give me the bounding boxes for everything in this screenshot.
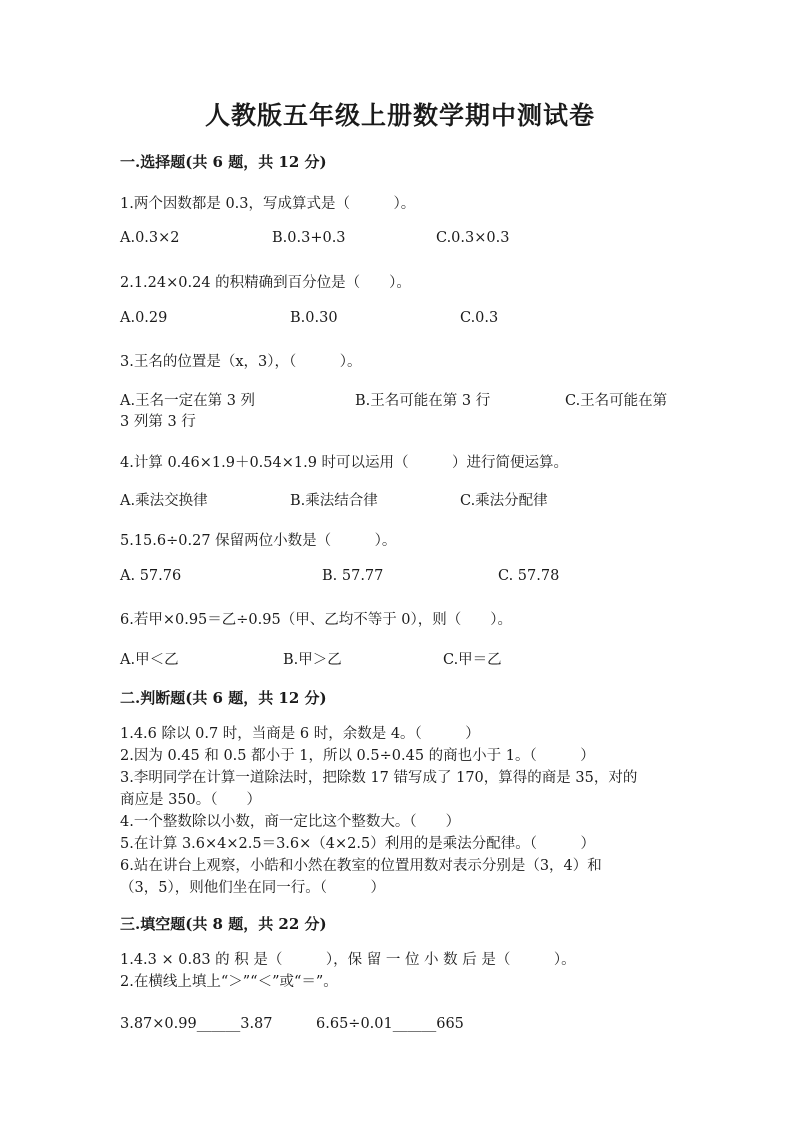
judge-item: 2.因为 0.45 和 0.5 都小于 1，所以 0.5÷0.45 的商也小于 1。（ ） [120, 748, 595, 764]
page-title: 人教版五年级上册数学期中测试卷 [204, 101, 595, 130]
fill-item: 1.4.3 × 0.83 的 积 是（ ），保 留 一 位 小 数 后 是（ ）。 [120, 952, 576, 968]
question-text: 5.15.6÷0.27 保留两位小数是（ ）。 [120, 533, 397, 549]
judge-item-continued: 商应是 350。（ ） [120, 792, 262, 808]
option-c: C. 57.78 [498, 568, 560, 584]
question-text: 4.计算 0.46×1.9＋0.54×1.9 时可以运用（ ）进行简便运算。 [120, 455, 569, 471]
judge-item: 3.李明同学在计算一道除法时，把除数 17 错写成了 170，算得的商是 35，对的 [120, 770, 638, 786]
option-b: B.0.3+0.3 [272, 230, 346, 246]
fill-comparison-row: 3.87×0.99______3.87 6.65÷0.01______665 [120, 1016, 464, 1032]
question-text: 2.1.24×0.24 的积精确到百分位是（ ）。 [120, 275, 411, 291]
option-c: C.甲＝乙 [443, 652, 502, 668]
option-a: A. 57.76 [120, 568, 182, 584]
judge-item-continued: （3，5），则他们坐在同一行。（ ） [120, 880, 385, 896]
option-b: B.乘法结合律 [290, 493, 378, 509]
option-b: B. 57.77 [322, 568, 384, 584]
option-c: C.王名可能在第 [565, 393, 668, 409]
section-heading-choice: 一.选择题(共 6 题，共 12 分) [120, 153, 327, 171]
option-a: A.0.29 [120, 310, 168, 326]
option-a: A.乘法交换律 [120, 493, 208, 509]
judge-item: 6.站在讲台上观察，小皓和小然在教室的位置用数对表示分别是（3，4）和 [120, 858, 602, 874]
judge-item: 5.在计算 3.6×4×2.5＝3.6×（4×2.5）利用的是乘法分配律。（ ） [120, 836, 595, 852]
option-b: B.甲＞乙 [283, 652, 342, 668]
option-b: B.0.30 [290, 310, 338, 326]
fill-item: 2.在横线上填上“＞”“＜”或“＝”。 [120, 974, 338, 990]
option-c: C.0.3×0.3 [436, 230, 510, 246]
option-c: C.乘法分配律 [460, 493, 548, 509]
option-c: C.0.3 [460, 310, 499, 326]
question-text: 3.王名的位置是（x，3），（ ）。 [120, 354, 362, 370]
section-heading-fill: 三.填空题(共 8 题，共 22 分) [120, 915, 327, 933]
judge-item: 1.4.6 除以 0.7 时，当商是 6 时，余数是 4。（ ） [120, 726, 480, 742]
option-c-continued: 3 列第 3 行 [120, 414, 196, 430]
question-text: 6.若甲×0.95＝乙÷0.95（甲、乙均不等于 0），则（ ）。 [120, 612, 513, 628]
section-heading-judge: 二.判断题(共 6 题，共 12 分) [120, 689, 327, 707]
option-a: A.0.3×2 [120, 230, 180, 246]
option-a: A.王名一定在第 3 列 [120, 393, 256, 409]
option-b: B.王名可能在第 3 行 [355, 393, 491, 409]
question-text: 1.两个因数都是 0.3，写成算式是（ ）。 [120, 196, 416, 212]
option-a: A.甲＜乙 [120, 652, 179, 668]
judge-item: 4.一个整数除以小数，商一定比这个整数大。（ ） [120, 814, 461, 830]
